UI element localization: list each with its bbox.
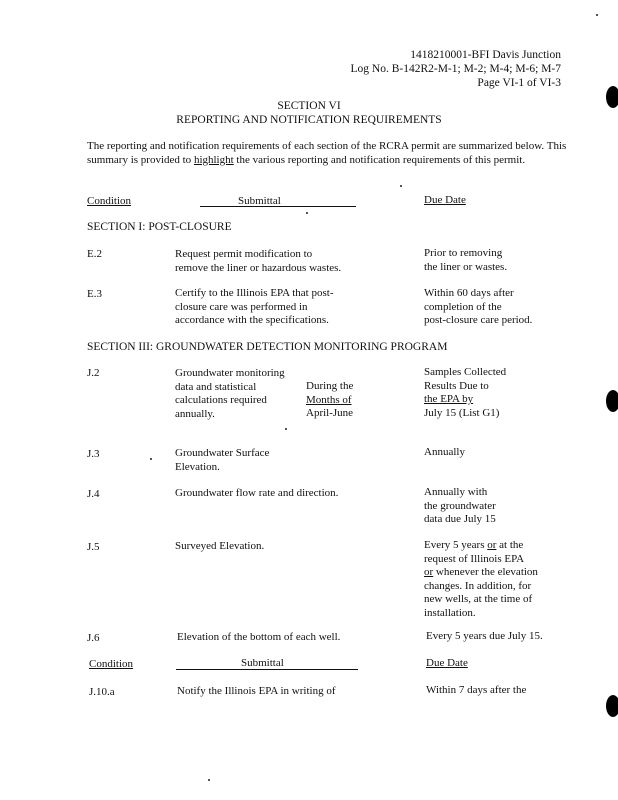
scan-speck (306, 212, 308, 214)
due-j10a: Within 7 days after the (426, 684, 527, 696)
facility-id: 1418210001-BFI Davis Junction (410, 49, 561, 61)
column-header-submittal-repeat: Submittal (241, 657, 284, 669)
due-j6: Every 5 years due July 15. (426, 630, 543, 642)
main-title: REPORTING AND NOTIFICATION REQUIREMENTS (176, 114, 442, 126)
due-e3: Within 60 days after completion of the post-closure care period. (424, 287, 533, 326)
condition-j4: J.4 (87, 488, 100, 500)
submittal-e3: Certify to the Illinois EPA that post- closure care was performed in accordance with the specifications. (175, 287, 334, 326)
condition-j3: J.3 (87, 448, 100, 460)
during-j2: During the Months of April-June (306, 380, 354, 419)
due-j3: Annually (424, 446, 465, 458)
column-header-due-date-repeat: Due Date (426, 657, 468, 669)
section-title: SECTION VI (277, 100, 341, 112)
condition-j5: J.5 (87, 541, 100, 553)
condition-e2: E.2 (87, 248, 102, 260)
submittal-j2: Groundwater monitoring data and statistical calculations required annually. (175, 367, 285, 420)
intro-paragraph: The reporting and notification requirements of each section of the RCRA permit are summarized below. This summary is provided to highlight the various reporting and notification requirements of this permit. (87, 140, 567, 166)
submittal-j10a: Notify the Illinois EPA in writing of (177, 685, 336, 697)
binder-hole-bottom (606, 695, 618, 717)
submittal-j6: Elevation of the bottom of each well. (177, 631, 341, 643)
scan-speck (208, 779, 210, 781)
column-header-condition: Condition (87, 195, 132, 207)
submittal-j3: Groundwater Surface Elevation. (175, 447, 270, 473)
condition-j6: J.6 (87, 632, 100, 644)
submittal-j5: Surveyed Elevation. (175, 540, 265, 552)
column-header-due-date: Due Date (424, 194, 466, 206)
scan-speck (400, 185, 402, 187)
page-number: Page VI-1 of VI-3 (477, 77, 561, 89)
section-heading-post-closure: SECTION I: POST-CLOSURE (87, 221, 232, 233)
submittal-e2: Request permit modification to remove the liner or hazardous wastes. (175, 248, 342, 274)
scan-speck (596, 14, 598, 16)
binder-hole-top (606, 86, 618, 108)
due-j4: Annually with the groundwater data due July 15 (424, 486, 496, 525)
submittal-underline-repeat (176, 669, 358, 670)
scan-speck (150, 458, 152, 460)
scan-speck (285, 428, 287, 430)
submittal-j4: Groundwater flow rate and direction. (175, 487, 339, 499)
highlight-word: highlight (193, 153, 234, 166)
due-e2: Prior to removing the liner or wastes. (424, 247, 508, 273)
submittal-underline (200, 206, 356, 207)
log-number: Log No. B-142R2-M-1; M-2; M-4; M-6; M-7 (350, 63, 561, 75)
condition-j10a: J.10.a (89, 686, 115, 698)
column-header-submittal: Submittal (238, 195, 281, 207)
condition-e3: E.3 (87, 288, 102, 300)
binder-hole-middle (606, 390, 618, 412)
condition-j2: J.2 (87, 367, 100, 379)
document-header (350, 48, 561, 90)
section-heading-groundwater: SECTION III: GROUNDWATER DETECTION MONITORING PROGRAM (87, 341, 448, 353)
column-header-condition-repeat: Condition (89, 658, 134, 670)
due-j2: Samples Collected Results Due to the EPA by July 15 (List G1) (424, 366, 507, 419)
due-j5: Every 5 years or at the request of Illinois EPA or whenever the elevation changes. In addition, for new wells, at the time of installation. (424, 539, 538, 619)
